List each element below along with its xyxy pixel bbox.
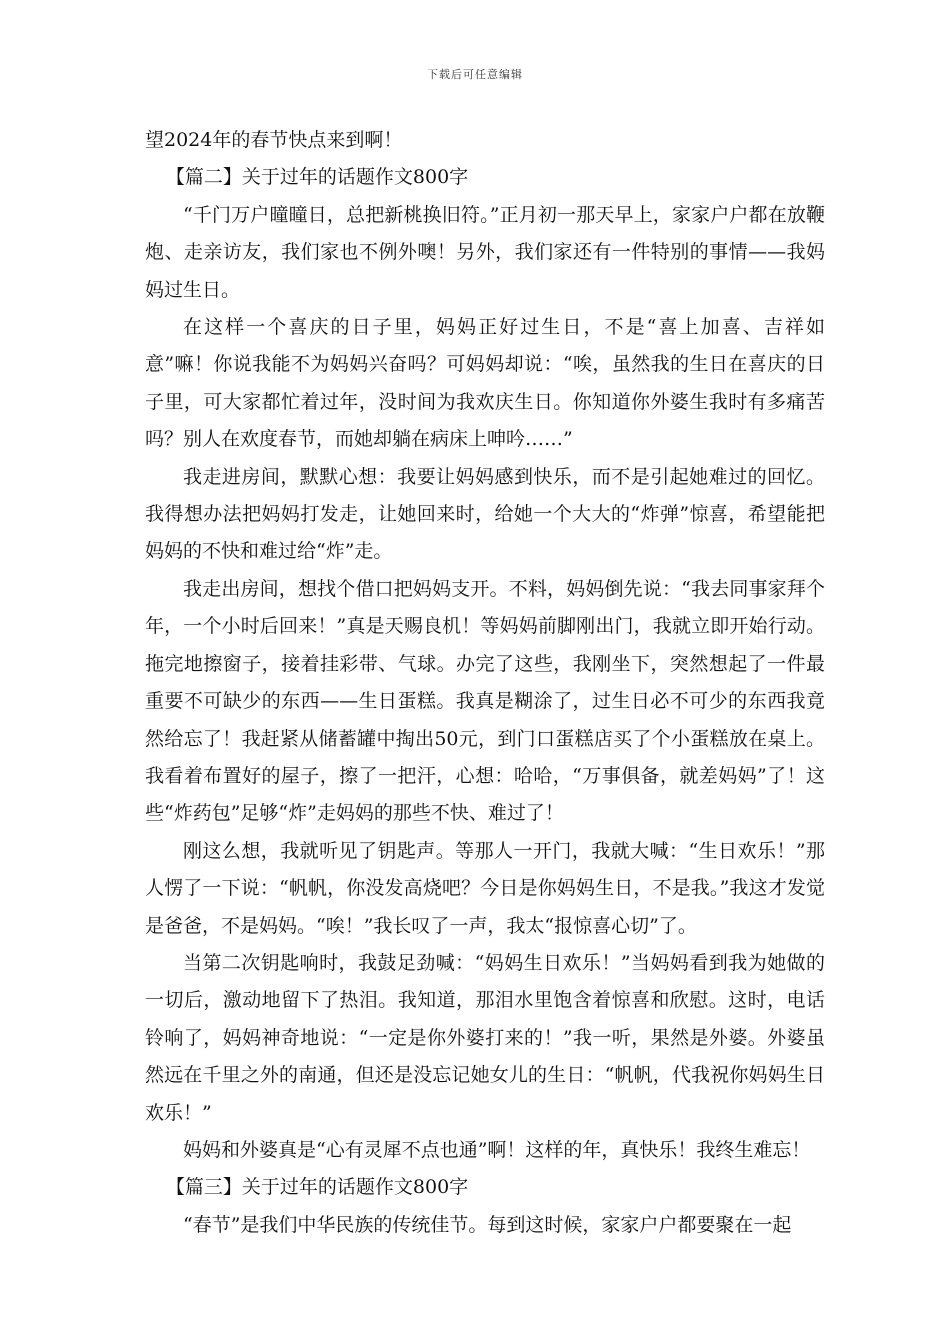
paragraph: 刚这么想，我就听见了钥匙声。等那人一开门，我就大喊：“生日欢乐！”那人愣了一下说：“帆帆，你没发高烧吧？今日是你妈妈生日，不是我。”我这才发觉是爸爸，不是妈妈。“唉！”我长叹了一声，我太“报惊喜心切”了。 [145, 839, 825, 937]
paragraph: 在这样一个喜庆的日子里，妈妈正好过生日，不是“喜上加喜、吉祥如意”嘛！你说我能不为妈妈兴奋吗？可妈妈却说：“唉，虽然我的生日在喜庆的日子里，可大家都忙着过年，没时间为我欢庆生日。你知道你外婆生我时有多痛苦吗？别人在欢度春节，而她却躺在病床上呻吟……” [145, 316, 825, 451]
section-heading-2: 【篇二】关于过年的话题作文800字 [165, 166, 469, 189]
paragraph: 妈妈和外婆真是“心有灵犀不点也通”啊！这样的年，真快乐！我终生难忘！ [183, 1138, 811, 1161]
paragraph: 我走进房间，默默心想：我要让妈妈感到快乐，而不是引起她难过的回忆。我得想办法把妈妈打发走，让她回来时，给她一个大大的“炸弹”惊喜，希望能把妈妈的不快和难过给“炸”走。 [145, 465, 825, 563]
paragraph: “千门万户曈曈日，总把新桃换旧符。”正月初一那天早上，家家户户都在放鞭炮、走亲访友，我们家也不例外噢！另外，我们家还有一件特别的事情——我妈妈过生日。 [145, 203, 825, 301]
paragraph: “春节”是我们中华民族的传统佳节。每到这时候，家家户户都要聚在一起 [183, 1213, 792, 1236]
paragraph: 我走出房间，想找个借口把妈妈支开。不料，妈妈倒先说：“我去同事家拜个年，一个小时后回来！”真是天赐良机！等妈妈前脚刚出门，我就立即开始行动。拖完地擦窗子，接着挂彩带、气球。办完了这些，我刚坐下，突然想起了一件最重要不可缺少的东西——生日蛋糕。我真是糊涂了，过生日必不可少的东西我竟然给忘了！我赶紧从储蓄罐中掏出50元，到门口蛋糕店买了个小蛋糕放在桌上。我看着布置好的屋子，擦了一把汗，心想：哈哈，“万事俱备，就差妈妈”了！这些“炸药包”足够“炸”走妈妈的那些不快、难过了！ [145, 577, 825, 825]
paragraph-continuation: 望2024年的春节快点来到啊！ [145, 129, 403, 151]
section-heading-3: 【篇三】关于过年的话题作文800字 [165, 1176, 469, 1199]
document-body [145, 122, 825, 1244]
page-header: 下载后可任意编辑 [427, 68, 523, 81]
paragraph: 当第二次钥匙响时，我鼓足劲喊：“妈妈生日欢乐！”当妈妈看到我为她做的一切后，激动地留下了热泪。我知道，那泪水里饱含着惊喜和欣慰。这时，电话铃响了，妈妈神奇地说：“一定是你外婆打来的！”我一听，果然是外婆。外婆虽然远在千里之外的南通，但还是没忘记她女儿的生日：“帆帆，代我祝你妈妈生日欢乐！” [145, 951, 825, 1124]
